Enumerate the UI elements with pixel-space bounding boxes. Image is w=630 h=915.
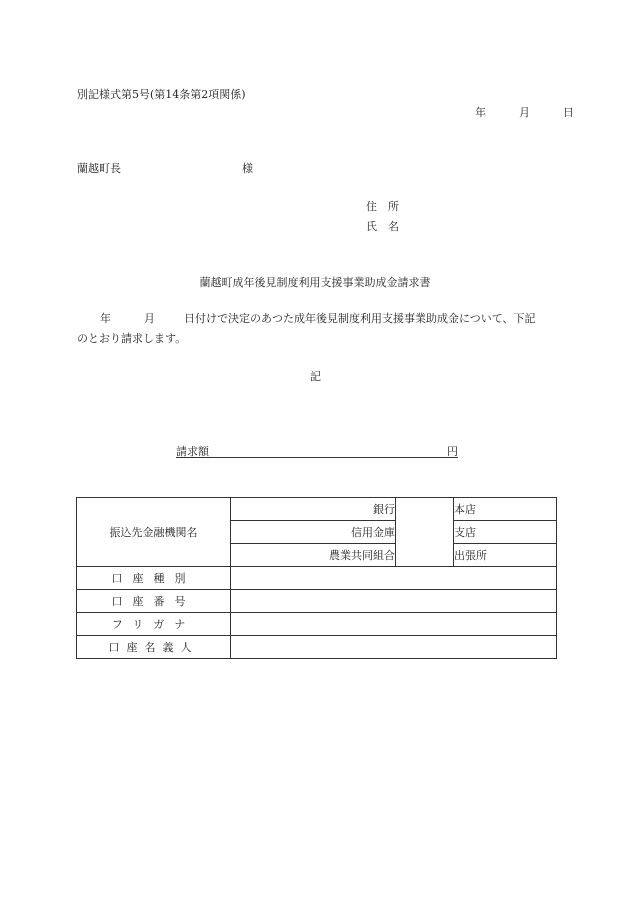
applicant-name-label: 氏 名 xyxy=(366,220,399,233)
table-row xyxy=(77,498,557,521)
date-day: 日 xyxy=(563,106,574,119)
table-row xyxy=(77,613,557,636)
document-title: 蘭越町成年後見制度利用支援事業助成金請求書 xyxy=(199,276,431,289)
date-year: 年 xyxy=(475,106,486,119)
body-line-1-text: 日付けで決定のあつた成年後見制度利用支援事業助成金について、下記 xyxy=(184,312,536,325)
branch-main: 本店 xyxy=(454,498,557,521)
date-line xyxy=(475,104,574,120)
applicant-address-label: 住 所 xyxy=(366,200,399,213)
claim-amount-label: 請求額 xyxy=(176,445,209,458)
table-row xyxy=(77,636,557,659)
body-month: 月 xyxy=(144,312,155,325)
account-number-label: 口座番号 xyxy=(77,590,231,613)
account-type-label: 口座種別 xyxy=(77,567,231,590)
furigana-value xyxy=(231,613,557,636)
account-type-value xyxy=(231,567,557,590)
body-line-2: のとおり請求します。 xyxy=(77,332,187,345)
account-holder-label: 口座名義人 xyxy=(77,636,231,659)
branch-name-cell xyxy=(396,498,454,567)
table-row xyxy=(77,590,557,613)
body-line-1 xyxy=(100,310,536,326)
account-holder-value xyxy=(231,636,557,659)
furigana-label: フリガナ xyxy=(77,613,231,636)
date-month: 月 xyxy=(519,106,530,119)
claim-amount-unit: 円 xyxy=(447,445,458,458)
institution-agri-coop: 農業共同組合 xyxy=(231,544,396,567)
form-reference: 別記様式第5号(第14条第2項関係) xyxy=(77,88,246,101)
ki-label: 記 xyxy=(310,370,321,383)
account-number-value xyxy=(231,590,557,613)
branch-office: 出張所 xyxy=(454,544,557,567)
body-year: 年 xyxy=(100,312,111,325)
bank-transfer-table xyxy=(76,497,557,659)
table-row xyxy=(77,567,557,590)
institution-bank: 銀行 xyxy=(231,498,396,521)
claim-amount-field xyxy=(176,443,458,458)
addressee-name: 蘭越町長 xyxy=(77,162,121,175)
bank-name-header: 振込先金融機関名 xyxy=(77,498,231,567)
institution-credit-union: 信用金庫 xyxy=(231,521,396,544)
addressee-suffix: 様 xyxy=(242,162,253,175)
branch-sub: 支店 xyxy=(454,521,557,544)
